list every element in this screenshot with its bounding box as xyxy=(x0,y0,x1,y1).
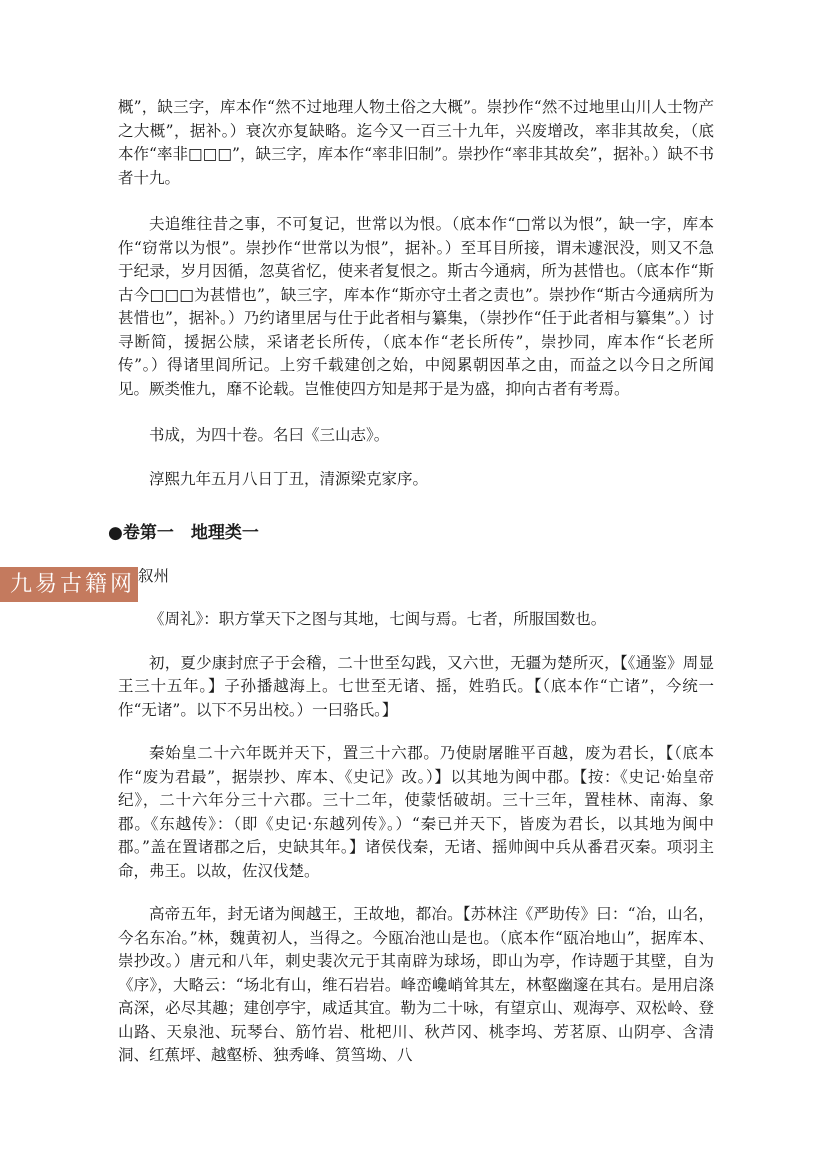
body-paragraph-4: 高帝五年，封无诸为闽越王，王故地，都冶。【苏林注《严助传》曰：“冶，山名，今名东冶。”林，魏黄初人，当得之。今瓯冶池山是也。（底本作“瓯冶地山”，据库本、崇抄改。）唐元和八年，刺史裴次元于其南辟为球场，即山为亭，作诗题于其壁，自为《序》，大略云：“场北有山，维石岩岩。峰峦巉峭耸其左，林壑幽邃在其右。是用启涤高深，必尽其趣；建创亭宇，咸适其宜。勒为二十咏，有望京山、观海亭、双松岭、登山路、天泉池、玩琴台、筋竹岩、枇杷川、秋芦冈、桃李坞、芳茗原、山阴亭、含清洞、红蕉坪、越壑桥、独秀峰、筼筜坳、八 xyxy=(118,905,714,1064)
body-paragraph-2: 初，夏少康封庶子于会稽，二十世至勾践，又六世，无疆为楚所灭，【《通鉴》周显王三十五年。】子孙播越海上。七世至无诸、摇，姓驺氏。【（底本作“亡诸”，今统一作“无诸”。以下不另出校。）一曰骆氏。】 xyxy=(118,653,714,719)
section-heading-row xyxy=(118,563,714,589)
preface-paragraph-1: 概”，缺三字，库本作“然不过地理人物土俗之大概”。崇抄作“然不过地里山川人士物产之大概”，据补。）衰次亦复缺略。迄今又一百三十九年，兴废增改，率非其故矣，（底本作“率非□□□”，缺三字，库本作“率非旧制”。崇抄作“率非其故矣”，据补。）缺不书者十九。 xyxy=(118,98,714,187)
preface-signature: 淳熙九年五月八日丁丑，清源梁克家序。 xyxy=(149,469,429,488)
site-watermark-logo: 九易古籍网 xyxy=(0,567,138,602)
body-paragraph-1: 《周礼》：职方掌天下之图与其地，七闽与焉。七者，所服国数也。 xyxy=(149,610,607,628)
preface-paragraph-3: 书成，为四十卷。名曰《三山志》。 xyxy=(149,426,390,444)
body-paragraph-3: 秦始皇二十六年既并天下，置三十六郡。乃使尉屠睢平百越，废为君长，【（底本作“废为君最”，据崇抄、库本、《史记》改。）】以其地为闽中郡。【按：《史记·始皇帝纪》，二十六年分三十六郡。三十二年，使蒙恬破胡。三十三年，置桂林、南海、象郡。《东越传》：（即《史记·东越列传》。）“秦已并天下，皆废为君长，以其地为闽中郡。”盖在置诸郡之后，史缺其年。】诸侯伐秦，无诸、摇帅闽中兵从番君灭秦。项羽主命，弗王。以故，佐汉伐楚。 xyxy=(118,744,714,880)
section-heading: 叙州 xyxy=(138,567,170,585)
preface-paragraph-2: 夫追维往昔之事，不可复记，世常以为恨。（底本作“□常以为恨”，缺一字，库本作“窃常以为恨”。崇抄作“世常以为恨”，据补。）至耳目所接，谓未遽泯没，则又不急于纪录，岁月因循，忽莫省忆，使来者复恨之。斯古今通病，所为甚惜也。（底本作“斯古今□□□为甚惜也”，缺三字，库本作“斯亦守土者之责也”。崇抄作“斯古今通病所为甚惜也”，据补。）乃约诸里居与仕于此者相与纂集，（崇抄作“任于此者相与纂集”。）讨寻断简，援据公牍，采诸老长所传，（底本作“老长所传”，崇抄同，库本作“长老所传”。）得诸里闾所记。上穷千载建创之始，中阅累朝因革之由，而益之以今日之所闻见。厥类惟九，靡不论载。岂惟使四方知是邦于是为盛，抑向古者有考焉。 xyxy=(118,215,714,398)
document-page xyxy=(108,96,714,1068)
chapter-heading: ●卷第一 地理类一 xyxy=(108,523,259,543)
